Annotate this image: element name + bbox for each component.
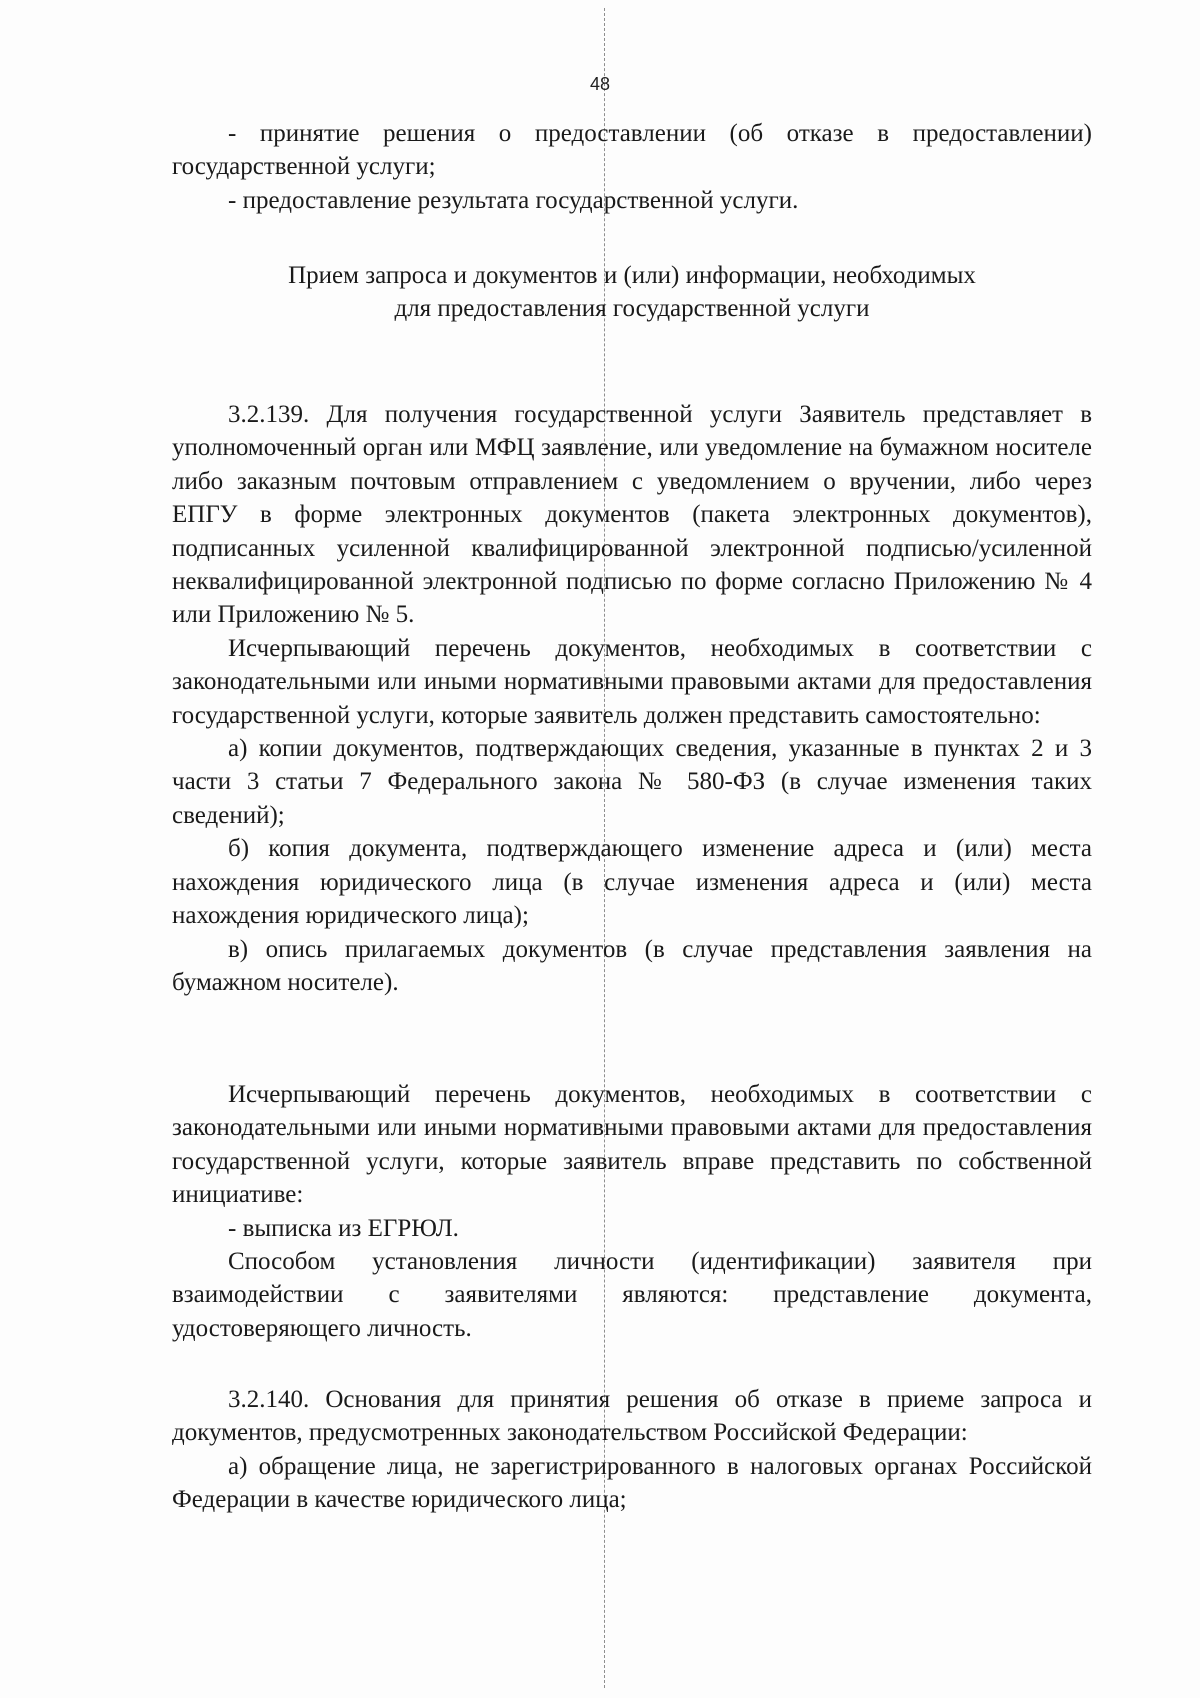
required-docs-lead: Исчерпывающий перечень документов, необходимых в соответствии с законодательными или иными нормативными правовыми актами для предоставления государственной услуги, которые заявитель должен представить самостоятельно: bbox=[172, 634, 1092, 729]
clause-140-item-a: а) обращение лица, не зарегистрированного в налоговых органах Российской Федерации в качестве юридического лица; bbox=[172, 1452, 1092, 1514]
required-docs-item-b: б) копия документа, подтверждающего изменение адреса и (или) места нахождения юридического лица (в случае изменения адреса и (или) места нахождения юридического лица); bbox=[172, 835, 1092, 930]
optional-docs-block bbox=[172, 1078, 1092, 1345]
intro-item: - принятие решения о предоставлении (об отказе в предоставлении) государственной услуги; bbox=[172, 120, 1092, 181]
clause-139-block bbox=[172, 398, 1092, 999]
intro-list bbox=[172, 117, 1092, 217]
section-heading-line: Прием запроса и документов и (или) информации, необходимых bbox=[288, 262, 976, 289]
required-docs-item-a: а) копии документов, подтверждающих сведения, указанные в пунктах 2 и 3 части 3 статьи 7 Федерального закона № 580-ФЗ (в случае изменения таких сведений); bbox=[172, 735, 1092, 829]
section-heading-line: для предоставления государственной услуги bbox=[394, 295, 870, 323]
required-docs-item-c: в) опись прилагаемых документов (в случае представления заявления на бумажном носителе). bbox=[172, 935, 1092, 996]
page-number: 48 bbox=[589, 74, 611, 94]
clause-140-paragraph: 3.2.140. Основания для принятия решения об отказе в приеме запроса и документов, предусмотренных законодательством Российской Федерации: bbox=[172, 1386, 1092, 1447]
optional-docs-lead: Исчерпывающий перечень документов, необходимых в соответствии с законодательными или иными нормативными правовыми актами для предоставления государственной услуги, которые заявитель вправе представить по собственной инициативе: bbox=[172, 1081, 1092, 1209]
section-heading bbox=[172, 259, 1092, 326]
optional-docs-item: - выписка из ЕГРЮЛ. bbox=[228, 1214, 459, 1242]
intro-item: - предоставление результата государственной услуги. bbox=[228, 186, 799, 214]
clause-139-paragraph: 3.2.139. Для получения государственной услуги Заявитель представляет в уполномоченный орган или МФЦ заявление, или уведомление на бумажном носителе либо заказным почтовым отправлением с уведомлением о вручении, либо через ЕПГУ в форме электронных документов (пакета электронных документов), подписанных усиленной квалифицированной электронной подписью/усиленной неквалифицированной электронной подписью по форме согласно Приложению № 4 или Приложению № 5. bbox=[172, 401, 1092, 629]
identification-paragraph: Способом установления личности (идентификации) заявителя при взаимодействии с заявителями являются: представление документа, удостоверяющего личность. bbox=[172, 1248, 1092, 1342]
clause-140-block bbox=[172, 1383, 1092, 1517]
